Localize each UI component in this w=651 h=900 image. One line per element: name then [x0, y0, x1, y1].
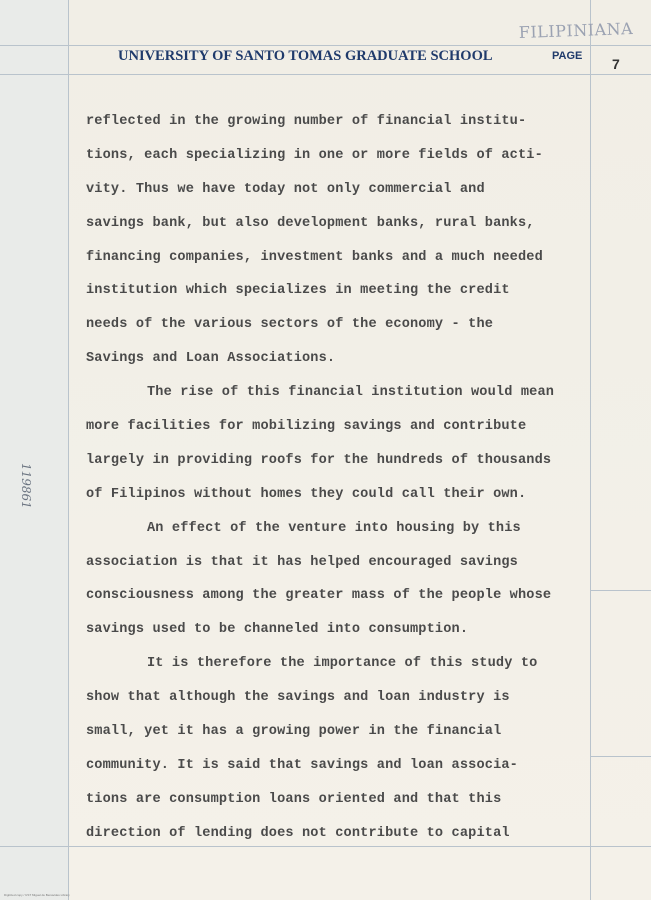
text-line: vity. Thus we have today not only commercial and [86, 181, 485, 197]
paragraph-start-line: The rise of this financial institution would mean [147, 385, 555, 401]
text-line: tions are consumption loans oriented and that this [86, 791, 502, 807]
page-label: PAGE [552, 50, 583, 62]
text-line: association is that it has helped encouraged savings [86, 554, 518, 570]
text-line: of Filipinos without homes they could call their own. [86, 486, 527, 502]
text-line: community. It is said that savings and loan associa- [86, 757, 518, 773]
text-line: largely in providing roofs for the hundreds of thousands [86, 452, 552, 468]
header-rule-top [0, 45, 651, 46]
right-tick-rule-2 [590, 756, 651, 757]
text-line: tions, each specializing in one or more fields of acti- [86, 147, 543, 163]
text-line: direction of lending does not contribute to capital [86, 825, 510, 841]
text-line: Savings and Loan Associations. [86, 351, 336, 367]
text-line: consciousness among the greater mass of the people whose [86, 588, 552, 604]
text-line: savings used to be channeled into consumption. [86, 622, 469, 638]
filipiniana-stamp: FILIPINIANA [518, 19, 634, 42]
text-line: savings bank, but also development banks, rural banks, [86, 215, 535, 231]
text-line: reflected in the growing number of financial institu- [86, 114, 527, 129]
margin-rule-left [68, 0, 69, 900]
body-text [86, 105, 591, 851]
footer-note: Digitized copy / UST Miguel de Benavides Library [4, 893, 70, 897]
text-line: needs of the various sectors of the economy - the [86, 317, 494, 333]
text-line: show that although the savings and loan industry is [86, 690, 510, 706]
text-line: more facilities for mobilizing savings and contribute [86, 419, 527, 435]
handwritten-margin-note: 119861 [19, 463, 33, 509]
page-number: 7 [612, 56, 620, 72]
text-line: small, yet it has a growing power in the financial [86, 724, 502, 740]
header-rule-bottom [0, 74, 651, 75]
text-line: financing companies, investment banks and a much needed [86, 249, 543, 265]
paragraph-start-line: An effect of the venture into housing by this [147, 520, 521, 536]
paragraph-start-line: It is therefore the importance of this study to [147, 656, 538, 672]
left-margin [0, 0, 68, 900]
page-header-title: UNIVERSITY OF SANTO TOMAS GRADUATE SCHOOL [118, 48, 493, 64]
text-line: institution which specializes in meeting the credit [86, 283, 510, 299]
right-tick-rule [590, 590, 651, 591]
